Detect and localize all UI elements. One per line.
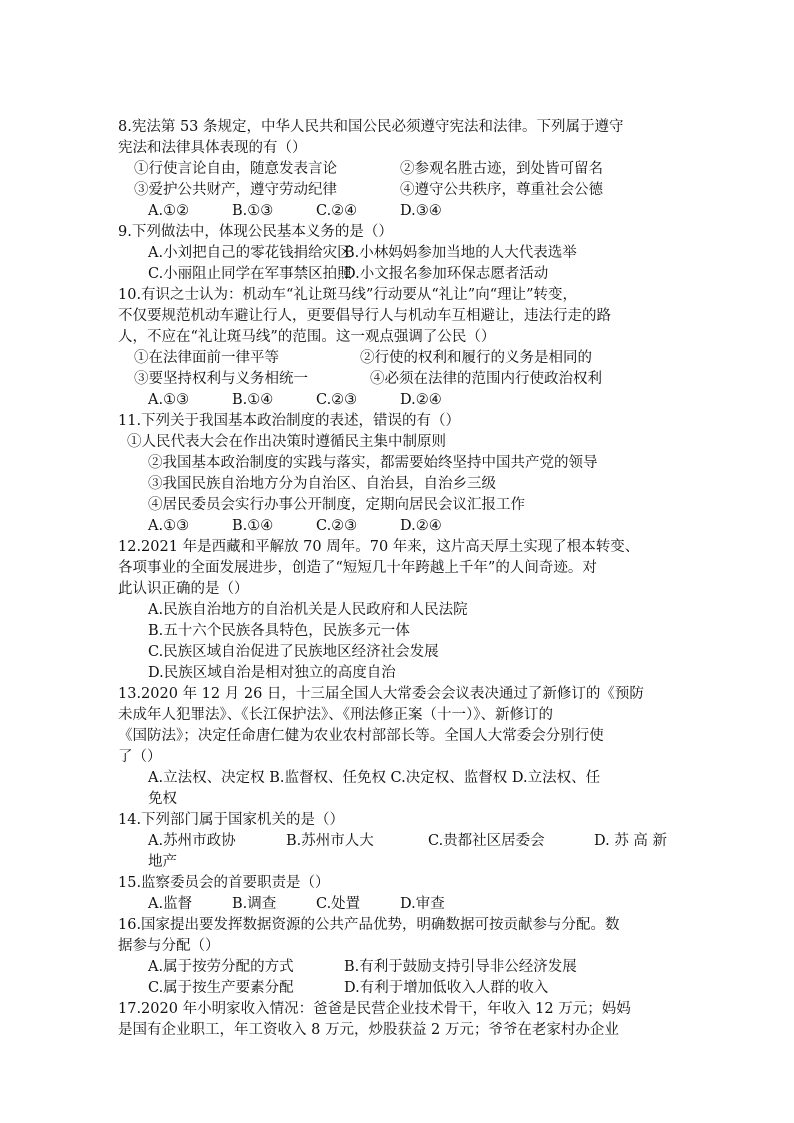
option-d: D.②④: [400, 392, 442, 408]
option-c: C.贵都社区居委会: [428, 833, 545, 849]
option-c: C.小丽阻止同学在军事禁区拍照: [148, 266, 352, 282]
question-11-stem: 11.下列关于我国基本政治制度的表述，错误的有（）: [118, 413, 461, 429]
option-b: B.①③: [232, 203, 274, 219]
question-16-options-row2: [118, 978, 678, 999]
question-list: [118, 117, 678, 1041]
statement-4: ④必须在法律的范围内行使政治权利: [370, 371, 602, 387]
statement-3: ③爱护公共财产，遵守劳动纪律: [134, 182, 337, 198]
question-9-options-row2: [118, 264, 678, 285]
question-14-stem: 14.下列部门属于国家机关的是（）: [118, 812, 345, 828]
option-c: C.②③: [316, 518, 358, 534]
statement-1: ①在法律面前一律平等: [134, 350, 279, 366]
question-13-stem-cont: 未成年人犯罪法》、《长江保护法》、《刑法修正案（十一）》、新修订的: [118, 707, 553, 723]
question-13-options-cont: 免权: [148, 791, 177, 807]
question-15-options: [118, 894, 678, 915]
question-8-options: [118, 201, 678, 222]
question-14-options: [118, 831, 678, 852]
statement-2: ②我国基本政治制度的实践与落实，都需要始终坚持中国共产党的领导: [148, 455, 598, 471]
option-d: D.小文报名参加环保志愿者活动: [344, 266, 549, 282]
question-12-stem: 12.2021 年是西藏和平解放 70 周年。70 年来，这片高天厚土实现了根本转变、: [118, 539, 640, 555]
question-10-statements-row1: [118, 348, 678, 369]
question-8-stem: 8.宪法第 53 条规定，中华人民共和国公民必须遵守宪法和法律。下列属于遵守: [118, 119, 624, 135]
question-13-stem-cont-3: 了（）: [118, 749, 162, 765]
statement-3: ③我国民族自治地方分为自治区、自治县，自治乡三级: [148, 476, 496, 492]
option-d: D.审查: [400, 896, 445, 912]
statement-2: ②行使的权利和履行的义务是相同的: [360, 350, 592, 366]
option-a: A.苏州市政协: [148, 833, 236, 849]
option-a: A.民族自治地方的自治机关是人民政府和人民法院: [148, 602, 468, 618]
option-b: B.调查: [232, 896, 277, 912]
option-a: A.监督: [148, 896, 193, 912]
option-c: C.民族区域自治促进了民族地区经济社会发展: [148, 644, 439, 660]
question-13-stem-cont-2: 《国防法》；决定任命唐仁健为农业农村部部长等。全国人大常委会分别行使: [118, 728, 604, 744]
question-11-options: [118, 516, 678, 537]
option-c: C.属于按生产要素分配: [148, 980, 294, 996]
question-8-stem-cont: 宪法和法律具体表现的有（）: [118, 140, 307, 156]
option-b: B.苏州市人大: [286, 833, 374, 849]
question-12-stem-cont-2: 此认识正确的是（）: [118, 581, 249, 597]
question-13-stem: 13.2020 年 12 月 26 日，十三届全国人大常委会会议表决通过了新修订的《预防: [118, 686, 644, 702]
question-16-stem-cont: 据参与分配（）: [118, 938, 220, 954]
option-a: A.①③: [148, 392, 190, 408]
option-c: C.②④: [316, 203, 358, 219]
option-d: D. 苏 高 新: [594, 833, 668, 849]
statement-4: ④遵守公共秩序，尊重社会公德: [400, 182, 603, 198]
statement-1: ①人民代表大会在作出决策时遵循民主集中制原则: [127, 434, 446, 450]
question-14-options-cont: 地产: [148, 854, 177, 870]
option-a: A.①③: [148, 518, 190, 534]
question-9-options-row1: [118, 243, 678, 264]
statement-2: ②参观名胜古迹，到处皆可留名: [400, 161, 603, 177]
question-13-options: A.立法权、决定权 B.监督权、任免权 C.决定权、监督权 D.立法权、任: [148, 770, 601, 786]
option-b: B.①④: [232, 518, 274, 534]
statement-3: ③要坚持权利与义务相统一: [134, 371, 308, 387]
question-8-statements-row2: [118, 180, 678, 201]
option-a: A.①②: [148, 203, 190, 219]
question-12-stem-cont: 各项事业的全面发展进步，创造了“短短几十年跨越上千年”的人间奇迹。对: [118, 560, 597, 576]
question-10-stem: 10.有识之士认为：机动车“礼让斑马线”行动要从“礼让”向“理让”转变，: [118, 287, 578, 303]
question-10-options: [118, 390, 678, 411]
question-9-stem: 9.下列做法中，体现公民基本义务的是（）: [118, 224, 393, 240]
option-b: B.小林妈妈参加当地的人大代表选举: [344, 245, 577, 261]
option-d: D.有利于增加低收入人群的收入: [344, 980, 549, 996]
option-c: C.处置: [316, 896, 361, 912]
question-15-stem: 15.监察委员会的首要职责是（）: [118, 875, 330, 891]
question-16-stem: 16.国家提出要发挥数据资源的公共产品优势，明确数据可按贡献参与分配。数: [118, 917, 620, 933]
option-b: B.①④: [232, 392, 274, 408]
option-a: A.小刘把自己的零花钱捐给灾区: [148, 245, 352, 261]
question-16-options-row1: [118, 957, 678, 978]
statement-4: ④居民委员会实行办事公开制度，定期向居民会议汇报工作: [148, 497, 525, 513]
question-17-stem-cont: 是国有企业职工，年工资收入 8 万元，炒股获益 2 万元；爷爷在老家村办企业: [118, 1022, 619, 1038]
option-d: D.②④: [400, 518, 442, 534]
question-10-stem-cont-2: 人，不应在“礼让斑马线”的范围。这一观点强调了公民（）: [118, 329, 496, 345]
option-a: A.属于按劳分配的方式: [148, 959, 294, 975]
question-17-stem: 17.2020 年小明家收入情况：爸爸是民营企业技术骨干，年收入 12 万元；妈妈: [118, 1001, 631, 1017]
option-c: C.②③: [316, 392, 358, 408]
question-10-statements-row2: [118, 369, 678, 390]
question-8-statements-row1: [118, 159, 678, 180]
question-10-stem-cont: 不仅要规范机动车避让行人，更要倡导行人与机动车互相避让，违法行走的路: [118, 308, 611, 324]
option-d: D.民族区域自治是相对独立的高度自治: [148, 665, 396, 681]
option-d: D.③④: [400, 203, 442, 219]
option-b: B.有利于鼓励支持引导非公经济发展: [344, 959, 577, 975]
statement-1: ①行使言论自由，随意发表言论: [134, 161, 337, 177]
option-b: B.五十六个民族各具特色，民族多元一体: [148, 623, 410, 639]
